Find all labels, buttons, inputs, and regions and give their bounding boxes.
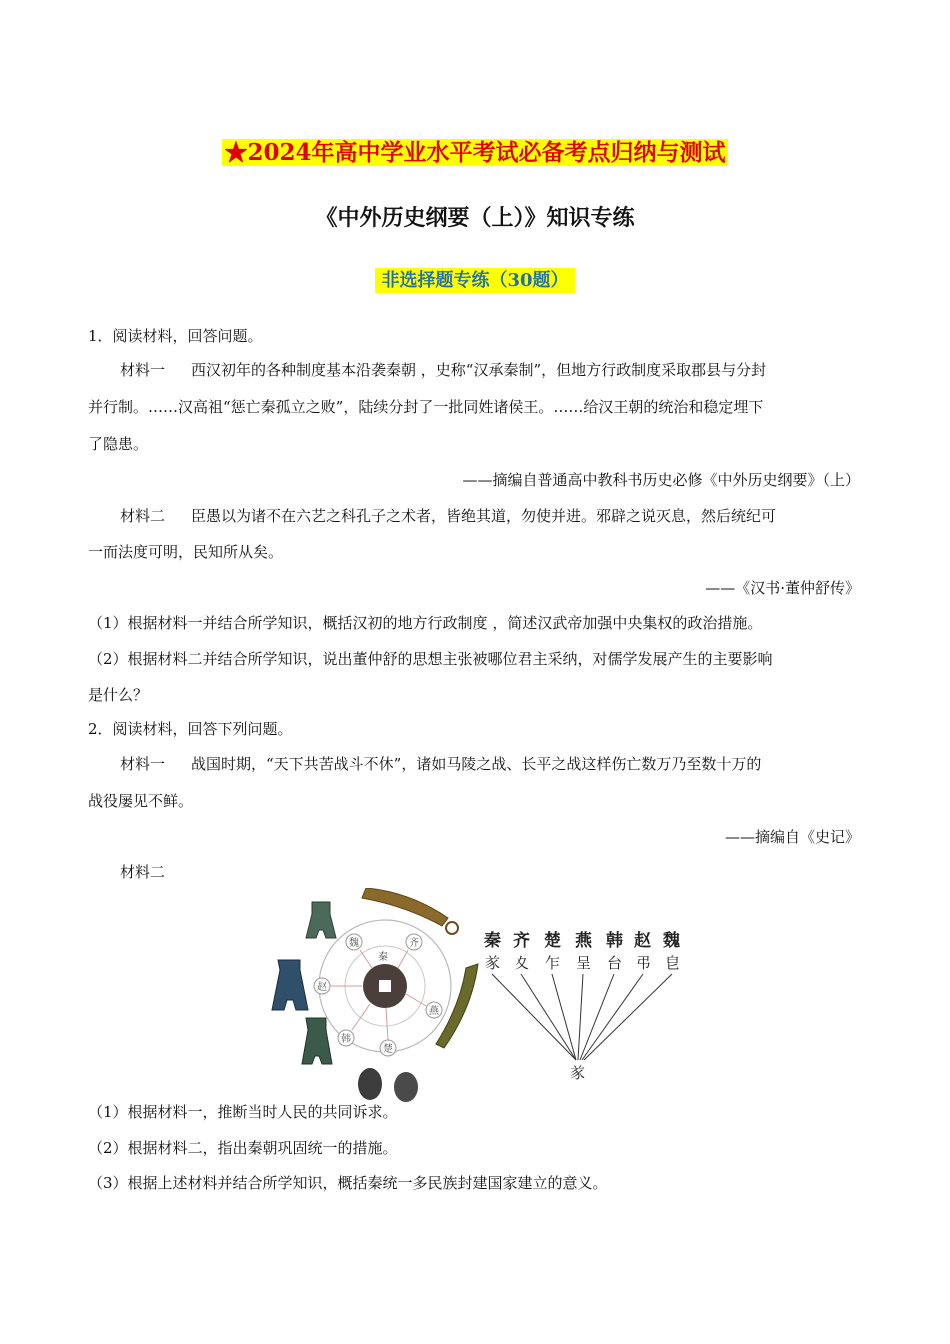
ring-label-han: 韩 <box>341 1034 351 1045</box>
seal-glyph-wei: 皀 <box>665 954 681 972</box>
ring-label-wei: 魏 <box>349 938 359 949</box>
q1-material2-line2: 一而法度可明，民知所从矣。 <box>88 543 284 561</box>
seal-glyphs <box>485 954 680 972</box>
q2-subquestion-2: （2）根据材料二，指出秦朝巩固统一的措施。 <box>88 1139 398 1157</box>
ant-nose-coin-1 <box>358 1068 382 1100</box>
seal-glyph-qi: 夊 <box>514 954 530 972</box>
q1-material2-source: ——《汉书·董仲舒传》 <box>705 579 860 597</box>
state-names <box>484 930 680 951</box>
ant-nose-coin-2 <box>394 1072 418 1102</box>
q2-material1-line <box>120 753 860 775</box>
state-name-qin: 秦 <box>484 931 501 951</box>
state-name-chu: 楚 <box>544 931 561 951</box>
seal-glyph-zhao: 弔 <box>636 954 652 972</box>
unification-figure-svg <box>270 888 690 1113</box>
spade-coin-2 <box>272 960 308 1010</box>
q2-material2-label: 材料二 <box>120 863 166 881</box>
ring-label-yan: 燕 <box>429 1006 439 1017</box>
q1-material1-line <box>120 359 860 381</box>
q1-subquestion-2: （2）根据材料二并结合所学知识，说出董仲舒的思想主张被哪位君主采纳，对儒学发展产生的主要影响 <box>88 650 773 668</box>
q2-material1-line2: 战役屡见不鲜。 <box>88 792 194 810</box>
state-name-yan: 燕 <box>575 931 592 951</box>
seal-glyph-yan: 呈 <box>576 954 592 972</box>
q2-stem: 2．阅读材料，回答下列问题。 <box>88 720 293 738</box>
ring-label-chu: 楚 <box>383 1044 393 1055</box>
unification-figure <box>270 888 690 1113</box>
state-name-qi: 齐 <box>513 931 530 951</box>
ring-label-zhao: 赵 <box>317 982 327 993</box>
state-name-han: 韩 <box>606 931 623 951</box>
q1-material1-line3: 了隐患。 <box>88 435 149 453</box>
q1-material1-line2: 并行制。……汉高祖“惩亡秦孤立之败”，陆续分封了一批同姓诸侯王。……给汉王朝的统治和稳定埋下 <box>88 398 764 416</box>
q1-material1-label: 材料一 <box>120 361 166 379</box>
q2-material1-label: 材料一 <box>120 755 166 773</box>
q2-subquestion-1: （1）根据材料一，推断当时人民的共同诉求。 <box>88 1103 398 1121</box>
knife-coin-1-ring <box>446 922 458 934</box>
state-name-zhao: 赵 <box>634 931 651 951</box>
q1-subquestion-2-cont: 是什么？ <box>88 686 149 704</box>
q1-subquestion-1: （1）根据材料一并结合所学知识，概括汉初的地方行政制度 ，简述汉武帝加强中央集权的政治措施。 <box>88 614 763 632</box>
q1-material1-source: ——摘编自普通高中教科书历史必修《中外历史纲要》（上） <box>462 471 860 489</box>
state-name-wei: 魏 <box>663 931 680 951</box>
seal-glyph-qin: 㒸 <box>485 954 501 972</box>
ring-label-qi: 齐 <box>409 938 419 949</box>
q1-material2-text: 臣愚以为诸不在六艺之科孔子之术者，皆绝其道，勿使并进。邪辟之说灭息，然后统纪可 <box>191 507 777 525</box>
q1-material2-line <box>120 505 860 527</box>
q2-material1-source: ——摘编自《史记》 <box>724 828 860 846</box>
q2-subquestion-3: （3）根据上述材料并结合所学知识，概括秦统一多民族封建国家建立的意义。 <box>88 1174 608 1192</box>
ring-center-label: 秦 <box>378 952 388 963</box>
converging-lines <box>492 974 672 1060</box>
section-title: 非选择题专练（30题） <box>0 266 950 292</box>
spade-coin-1 <box>306 902 336 938</box>
knife-coin-2 <box>436 964 478 1048</box>
unified-glyph: 㒸 <box>570 1064 586 1082</box>
seal-glyph-chu: 乍 <box>545 954 561 972</box>
q1-stem: 1．阅读材料，回答问题。 <box>88 327 263 345</box>
q1-material1-text: 西汉初年的各种制度基本沿袭秦朝 ，史称“汉承秦制”，但地方行政制度采取郡县与分封 <box>191 361 767 379</box>
banliang-coin-hole <box>379 980 391 992</box>
q2-material1-text: 战国时期，“天下共苦战斗不休”，诸如马陵之战、长平之战这样伤亡数万乃至数十万的 <box>191 755 762 773</box>
spade-coin-3 <box>302 1018 332 1064</box>
main-title: ★2024年高中学业水平考试必备考点归纳与测试 <box>224 139 726 166</box>
q1-material2-label: 材料二 <box>120 507 166 525</box>
subtitle: 《中外历史纲要（上）》知识专练 <box>315 205 635 231</box>
seal-glyph-han: 台 <box>607 954 623 972</box>
